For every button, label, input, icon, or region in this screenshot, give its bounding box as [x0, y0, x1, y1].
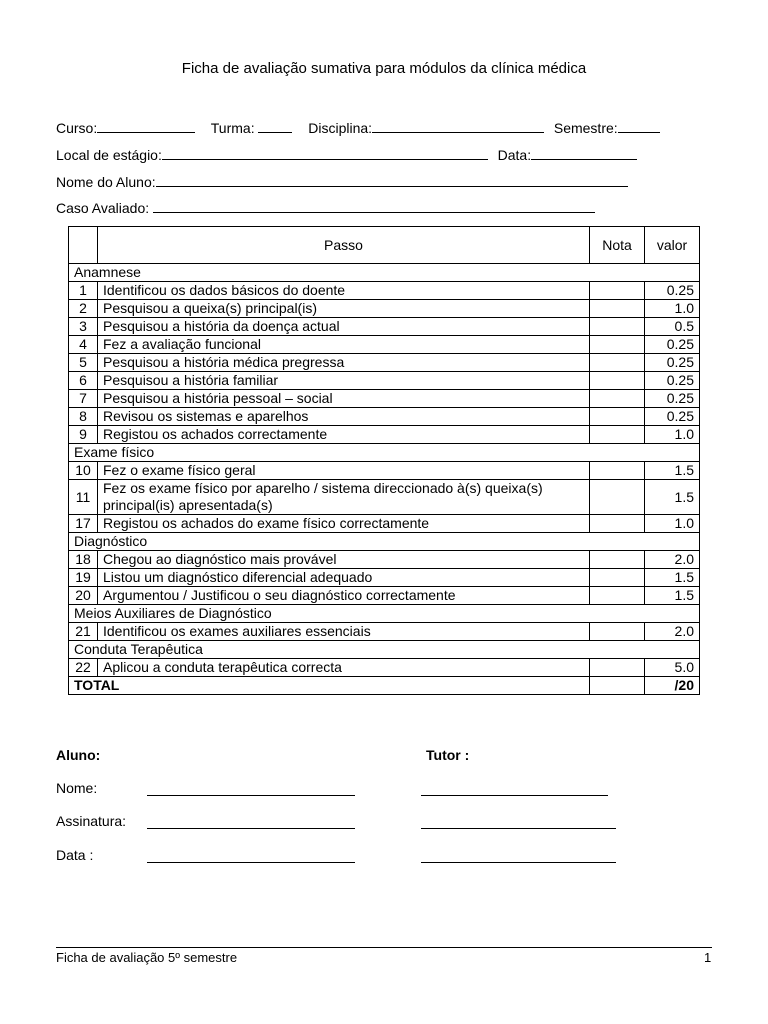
value-cell: 0.25 [645, 408, 700, 426]
page-number: 1 [704, 950, 712, 965]
curso-blank[interactable] [97, 118, 195, 133]
table-row [69, 551, 700, 569]
table-row [69, 623, 700, 641]
step-description: Registou os achados correctamente [98, 426, 590, 444]
value-cell: 0.25 [645, 354, 700, 372]
step-number: 18 [69, 551, 98, 569]
step-description: Listou um diagnóstico diferencial adequado [98, 569, 590, 587]
nota-cell[interactable] [590, 408, 645, 426]
step-description: Pesquisou a história pessoal – social [98, 390, 590, 408]
nota-cell[interactable] [590, 462, 645, 480]
evaluation-table [68, 226, 700, 695]
table-row [69, 480, 700, 515]
value-cell: 1.5 [645, 480, 700, 515]
nota-cell[interactable] [590, 282, 645, 300]
step-number: 5 [69, 354, 98, 372]
table-row [69, 659, 700, 677]
step-description: Argumentou / Justificou o seu diagnóstico correctamente [98, 587, 590, 605]
table-row [69, 569, 700, 587]
table-row [69, 408, 700, 426]
nota-cell[interactable] [590, 426, 645, 444]
footer-text: Ficha de avaliação 5º semestre [56, 950, 238, 965]
value-cell: 0.25 [645, 372, 700, 390]
value-cell: 0.5 [645, 318, 700, 336]
nota-cell[interactable] [590, 551, 645, 569]
tutor-assinatura-line[interactable] [421, 828, 616, 829]
page-title: Ficha de avaliação sumativa para módulos da clínica médica [181, 60, 587, 77]
nota-cell[interactable] [590, 587, 645, 605]
data-sign-label: Data : [56, 847, 94, 863]
header-line-2 [56, 145, 637, 163]
data-blank[interactable] [531, 145, 637, 160]
nota-cell[interactable] [590, 480, 645, 515]
table-row [69, 300, 700, 318]
disciplina-blank[interactable] [372, 118, 544, 133]
table-row [69, 462, 700, 480]
step-description: Pesquisou a queixa(s) principal(is) [98, 300, 590, 318]
total-nota-cell[interactable] [590, 677, 645, 695]
semestre-blank[interactable] [618, 118, 660, 133]
step-number: 3 [69, 318, 98, 336]
nota-cell[interactable] [590, 318, 645, 336]
step-description: Registou os achados do exame físico correctamente [98, 515, 590, 533]
table-row [69, 336, 700, 354]
section-title: Anamnese [69, 264, 700, 282]
nota-cell[interactable] [590, 659, 645, 677]
step-description: Fez os exame físico por aparelho / sistema direccionado à(s) queixa(s) principal(is) apresentada(s) [98, 480, 590, 515]
nome-label: Nome: [56, 780, 98, 796]
step-number: 7 [69, 390, 98, 408]
header-line-3 [56, 172, 628, 190]
total-value: /20 [645, 677, 700, 695]
step-number: 22 [69, 659, 98, 677]
value-cell: 1.5 [645, 462, 700, 480]
header-passo: Passo [98, 227, 590, 264]
nota-cell[interactable] [590, 372, 645, 390]
table-row [69, 515, 700, 533]
step-description: Fez a avaliação funcional [98, 336, 590, 354]
aluno-assinatura-line[interactable] [147, 828, 355, 829]
section-title: Meios Auxiliares de Diagnóstico [69, 605, 700, 623]
total-row [69, 677, 700, 695]
disciplina-label: Disciplina: [308, 120, 373, 136]
nota-cell[interactable] [590, 390, 645, 408]
step-description: Identificou os exames auxiliares essenciais [98, 623, 590, 641]
step-description: Aplicou a conduta terapêutica correcta [98, 659, 590, 677]
table-row [69, 587, 700, 605]
value-cell: 2.0 [645, 551, 700, 569]
nota-cell[interactable] [590, 336, 645, 354]
curso-label: Curso: [56, 120, 98, 136]
step-description: Fez o exame físico geral [98, 462, 590, 480]
value-cell: 0.25 [645, 282, 700, 300]
caso-label: Caso Avaliado: [56, 200, 150, 216]
step-number: 17 [69, 515, 98, 533]
step-number: 21 [69, 623, 98, 641]
step-description: Pesquisou a história da doença actual [98, 318, 590, 336]
nota-cell[interactable] [590, 623, 645, 641]
value-cell: 1.0 [645, 426, 700, 444]
semestre-label: Semestre: [553, 120, 618, 136]
step-number: 2 [69, 300, 98, 318]
aluno-heading: Aluno: [56, 747, 101, 763]
nota-cell[interactable] [590, 300, 645, 318]
turma-blank[interactable] [258, 118, 292, 133]
step-number: 6 [69, 372, 98, 390]
turma-label: Turma: [210, 120, 255, 136]
nota-cell[interactable] [590, 515, 645, 533]
tutor-nome-line[interactable] [421, 795, 608, 796]
header-line-4 [56, 198, 595, 216]
step-description: Chegou ao diagnóstico mais provável [98, 551, 590, 569]
step-description: Pesquisou a história familiar [98, 372, 590, 390]
header-nota: Nota [590, 227, 645, 264]
section-row [69, 444, 700, 462]
step-number: 10 [69, 462, 98, 480]
aluno-data-line[interactable] [147, 862, 355, 863]
local-label: Local de estágio: [56, 147, 162, 163]
section-row [69, 641, 700, 659]
step-number: 11 [69, 480, 98, 515]
aluno-nome-line[interactable] [147, 795, 355, 796]
data-label: Data: [497, 147, 532, 163]
header-line-1 [56, 118, 660, 136]
nome-aluno-blank[interactable] [156, 172, 628, 187]
step-number: 4 [69, 336, 98, 354]
tutor-heading: Tutor : [426, 747, 470, 763]
step-description: Pesquisou a história médica pregressa [98, 354, 590, 372]
value-cell: 0.25 [645, 390, 700, 408]
header-number-cell [69, 227, 98, 264]
footer-rule [56, 947, 712, 948]
total-label: TOTAL [69, 677, 590, 695]
assinatura-label: Assinatura: [56, 813, 127, 829]
table-row [69, 282, 700, 300]
value-cell: 5.0 [645, 659, 700, 677]
tutor-data-line[interactable] [421, 862, 616, 863]
value-cell: 0.25 [645, 336, 700, 354]
local-blank[interactable] [162, 145, 488, 160]
header-valor: valor [645, 227, 700, 264]
nota-cell[interactable] [590, 354, 645, 372]
step-number: 8 [69, 408, 98, 426]
table-row [69, 354, 700, 372]
value-cell: 1.0 [645, 300, 700, 318]
value-cell: 1.5 [645, 587, 700, 605]
nome-aluno-label: Nome do Aluno: [56, 174, 156, 190]
step-number: 19 [69, 569, 98, 587]
section-title: Exame físico [69, 444, 700, 462]
section-title: Conduta Terapêutica [69, 641, 700, 659]
section-row [69, 605, 700, 623]
section-row [69, 533, 700, 551]
step-number: 1 [69, 282, 98, 300]
step-number: 9 [69, 426, 98, 444]
step-number: 20 [69, 587, 98, 605]
value-cell: 1.0 [645, 515, 700, 533]
table-header-row [69, 227, 700, 264]
table-row [69, 318, 700, 336]
step-description: Identificou os dados básicos do doente [98, 282, 590, 300]
value-cell: 2.0 [645, 623, 700, 641]
nota-cell[interactable] [590, 569, 645, 587]
step-description: Revisou os sistemas e aparelhos [98, 408, 590, 426]
table-row [69, 372, 700, 390]
section-title: Diagnóstico [69, 533, 700, 551]
section-row [69, 264, 700, 282]
value-cell: 1.5 [645, 569, 700, 587]
table-row [69, 390, 700, 408]
caso-blank[interactable] [153, 198, 595, 213]
table-row [69, 426, 700, 444]
